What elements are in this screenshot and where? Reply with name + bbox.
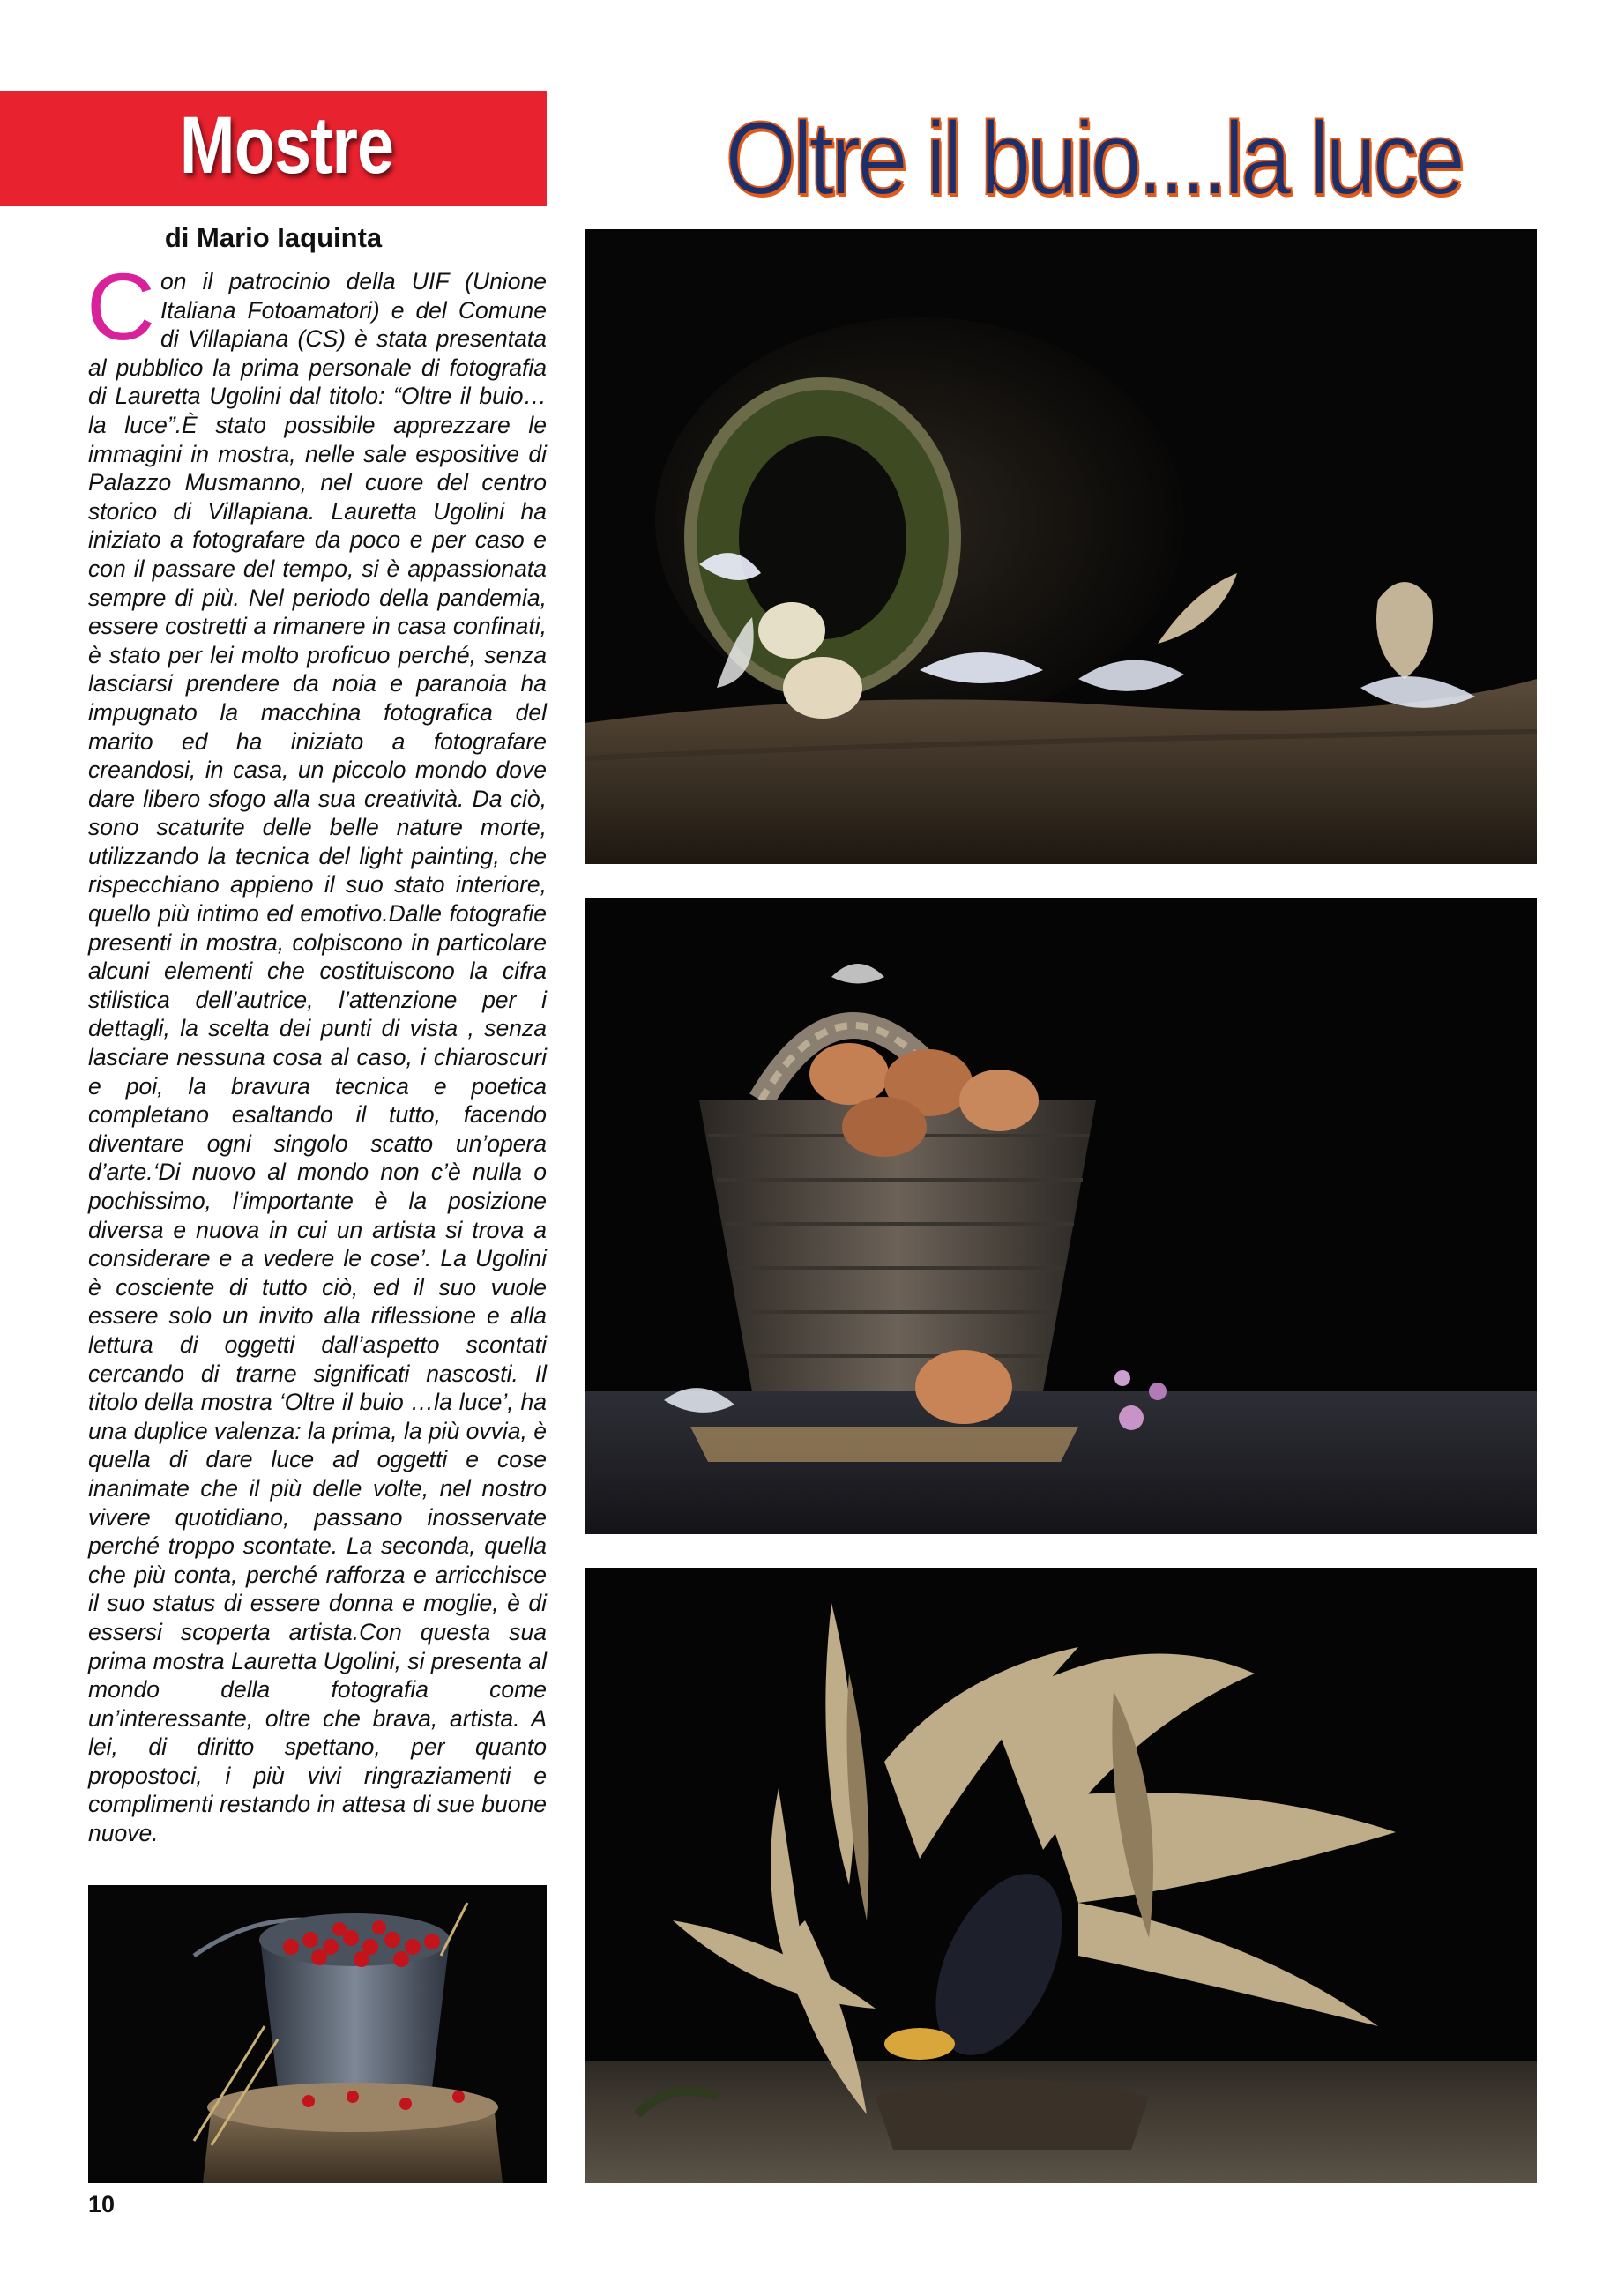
photo-cherries-bucket bbox=[88, 1885, 547, 2183]
photo-basket-eggs bbox=[585, 898, 1537, 1534]
photo-dried-corn bbox=[585, 1568, 1537, 2183]
photo-nest-eggs-feathers bbox=[585, 229, 1537, 864]
article-text: on il patrocinio della UIF (Unione Italiana Fotoamatori) e del Comune di Villapiana (CS) è stata presentata al pubblico la prima personale di fotografia di Lauretta Ugolini dal titolo: “Oltre il buio… la luce”.È stato possibile apprezzare le immagini in mostra, nelle sale espositive di Palazzo Musmanno, nel cuore del centro storico di Villapiana. Lauretta Ugolini ha iniziato a fotografare da poco e per caso e con il passare del tempo, si è appassionata sempre di più. Nel periodo della pandemia, essere costretti a rimanere in casa confinati, è stato per lei molto proficuo perché, senza lasciarsi prendere da noia e paranoia ha impugnato la macchina fotografica del marito ed ha iniziato a fotografare creandosi, in casa, un piccolo mondo dove dare libero sfogo alla sua creatività. Da ciò, sono scaturite delle belle nature morte, utilizzando la tecnica del light painting, che rispecchiano appieno il suo stato interiore, quello più intimo ed emotivo.Dalle fotografie presenti in mostra, colpiscono in particolare alcuni elementi che costituiscono la cifra stilistica dell’autrice, l’attenzione per i dettagli, la scelta dei punti di vista , senza lasciare nessuna cosa al caso, i chiaroscuri e poi, la bravura tecnica e poetica completano esaltando il tutto, facendo diventare ogni singolo scatto un’opera d’arte.‘Di nuovo al mondo non c’è nulla o pochissimo, l’importante è la posizione diversa e nuova in cui un artista si trova a considerare e a vedere le cose’. La Ugolini è cosciente di tutto ciò, ed il suo vuole essere solo un invito alla riflessione e alla lettura di oggetti dall’aspetto scontati cercando di trarne significati nascosti. Il titolo della mostra ‘Oltre il buio …la luce’, ha una duplice valenza: la prima, la più ovvia, è quella di dare luce ad oggetti e cose inanimate che il più delle volte, nel nostro vivere quotidiano, passano inosservate perché troppo scontate. La seconda, quella che più conta, perché rafforza e arricchisce il suo status di essere donna e moglie, è di essersi scoperta artista.Con questa sua prima mostra Lauretta Ugolini, si presenta al mondo della fotografia come un’interessante, oltre che brava, artista. A lei, di diritto spettano, per quanto propostoci, i più vivi ringraziamenti e complimenti restando in attesa di sue buone nuove. bbox=[88, 268, 547, 1847]
article-body bbox=[86, 253, 547, 1848]
byline: di Mario Iaquinta bbox=[164, 222, 383, 253]
page-number: 10 bbox=[88, 2191, 116, 2218]
drop-cap: C bbox=[86, 253, 155, 360]
section-label: Mostre bbox=[179, 101, 394, 190]
article-title: Oltre il buio....la luce bbox=[725, 101, 1462, 217]
